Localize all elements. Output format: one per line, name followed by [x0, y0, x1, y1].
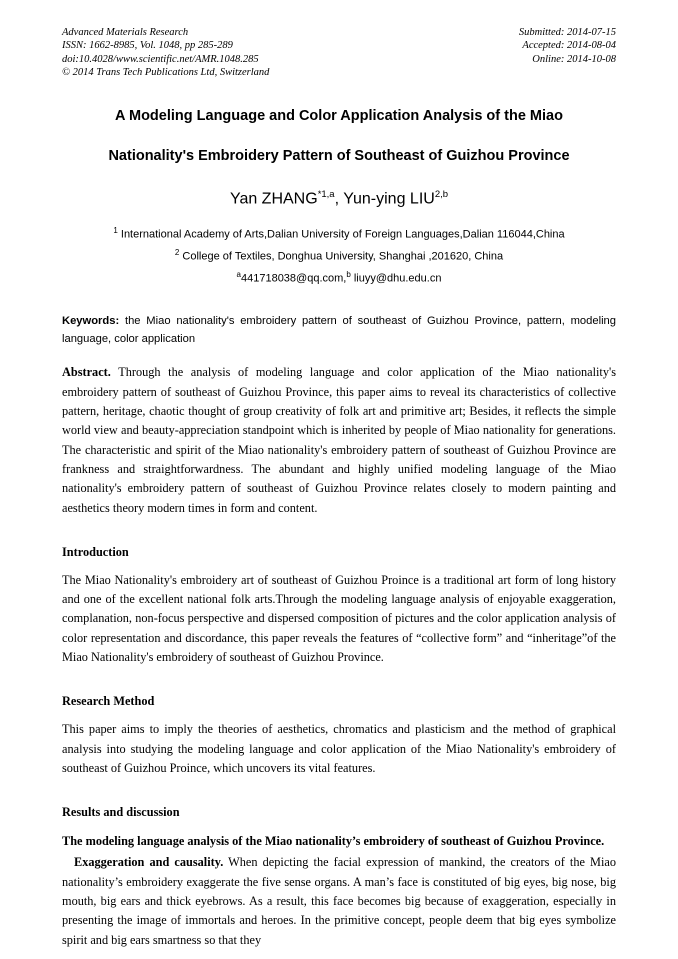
affiliation-text-2: College of Textiles, Donghua University, Shanghai ,201620, China — [179, 250, 504, 263]
affiliation-list — [62, 222, 616, 288]
section-heading-introduction: Introduction — [62, 544, 129, 559]
page-header — [62, 26, 616, 80]
affiliation-2 — [62, 244, 616, 266]
research-method-paragraph: This paper aims to imply the theories of aesthetics, chromatics and plasticism and the method of graphical analysis into studying the modeling language and color application of the Miao Nationality's embroidery of southeast of Guizhou Proince, which uncovers its vital features. — [62, 722, 616, 775]
email-b: liuyy@dhu.edu.cn — [350, 272, 442, 285]
email-marker-b: b — [346, 270, 351, 280]
affiliation-1 — [62, 222, 616, 244]
results-paragraph-text: When depicting the facial expression of mankind, the creators of the Miao nationality’s embroidery exaggerate the five sense organs. A man’s face is constituted of big eyes, big nose, big mouth, big ears and thick eyebrows. As a result, this face becomes big because of exaggeration, especially in presenting the image of immortals and heroes. In the primitive concept, people deem that big eyes symbolize spirit and big ears smartness so that they — [62, 855, 617, 947]
affiliation-marker-1: 1 — [113, 225, 118, 235]
journal-name: Advanced Materials Research — [62, 27, 189, 38]
email-marker-a: a — [236, 270, 241, 280]
abstract-label: Abstract. — [62, 365, 111, 380]
affiliation-marker-2: 2 — [174, 248, 180, 258]
section-heading-research-method: Research Method — [62, 694, 155, 709]
abstract-block — [62, 363, 616, 517]
introduction-paragraph: The Miao Nationality's embroidery art of southeast of Guizhou Proince is a traditional art form of long history and one of the excellent national folk arts.Through the modeling language analysis of enjoyable exaggeration, complanation, non-focus perspective and dispersed composition of pictures and the color application analysis of color representation and discordance, this paper reveals the features of “collective form” and “inheritage”of the Miao Nationality's embroidery of southeast of Guizhou Province. — [62, 572, 616, 664]
journal-copyright: © 2014 Trans Tech Publications Ltd, Switzerland — [62, 67, 270, 79]
subsection-heading-modeling-language: The modeling language analysis of the Miao nationality’s embroidery of southeast of Guizhou Province. — [62, 834, 605, 849]
keywords-label: Keywords: — [62, 315, 120, 328]
page-title — [72, 106, 606, 167]
author-sup-2: 2,b — [434, 188, 449, 200]
email-a: 441718038@qq.com, — [240, 272, 347, 285]
results-paragraph — [62, 853, 616, 949]
keywords-text: the Miao nationality's embroidery pattern of southeast of Guizhou Province, pattern, modeling language, color application — [62, 315, 616, 345]
author-emails — [62, 266, 616, 288]
date-submitted: Submitted: 2014-07-15 — [518, 27, 616, 38]
journal-doi: doi:10.4028/www.scientific.net/AMR.1048.285 — [62, 53, 259, 65]
author-separator: , — [334, 189, 344, 207]
submission-dates — [519, 26, 616, 66]
journal-info — [62, 26, 269, 80]
author-list — [62, 189, 616, 208]
keywords-block — [62, 313, 616, 348]
date-accepted: Accepted: 2014-08-04 — [522, 40, 616, 52]
author-sup-1: *1,a — [317, 188, 335, 200]
section-heading-results: Results and discussion — [62, 805, 180, 820]
title-line-1: A Modeling Language and Color Application Analysis of the Miao — [115, 107, 563, 124]
affiliation-text-1: International Academy of Arts,Dalian University of Foreign Languages,Dalian 116044,China — [117, 228, 565, 241]
author-name-1: Yan ZHANG — [229, 189, 318, 207]
journal-issn: ISSN: 1662-8985, Vol. 1048, pp 285-289 — [62, 40, 233, 52]
date-online: Online: 2014-10-08 — [532, 53, 616, 65]
title-line-2: Nationality's Embroidery Pattern of Southeast of Guizhou Province — [108, 147, 570, 164]
abstract-text: Through the analysis of modeling language and color application of the Miao nationality's embroidery pattern of southeast of Guizhou Province, this paper aims to reveal its characteristics of collective pattern, heritage, chaotic thought of group creativity of folk art and primitive art; Besides, it reflects the simple world view and beauty-appreciation standpoint which is inherited by people of Miao nationality for generations. The characteristic and spirit of the Miao nationality's embroidery pattern of southeast of Guizhou Province are frankness and straightforwardness. The abundant and highly unified modeling language of the Miao nationality's embroidery pattern of southeast of Guizhou Province relates closely to modern painting and aesthetics theory modern times in form and content. — [62, 365, 616, 515]
author-name-2: Yun-ying LIU — [343, 189, 435, 207]
runin-heading-exaggeration: Exaggeration and causality. — [74, 855, 224, 870]
